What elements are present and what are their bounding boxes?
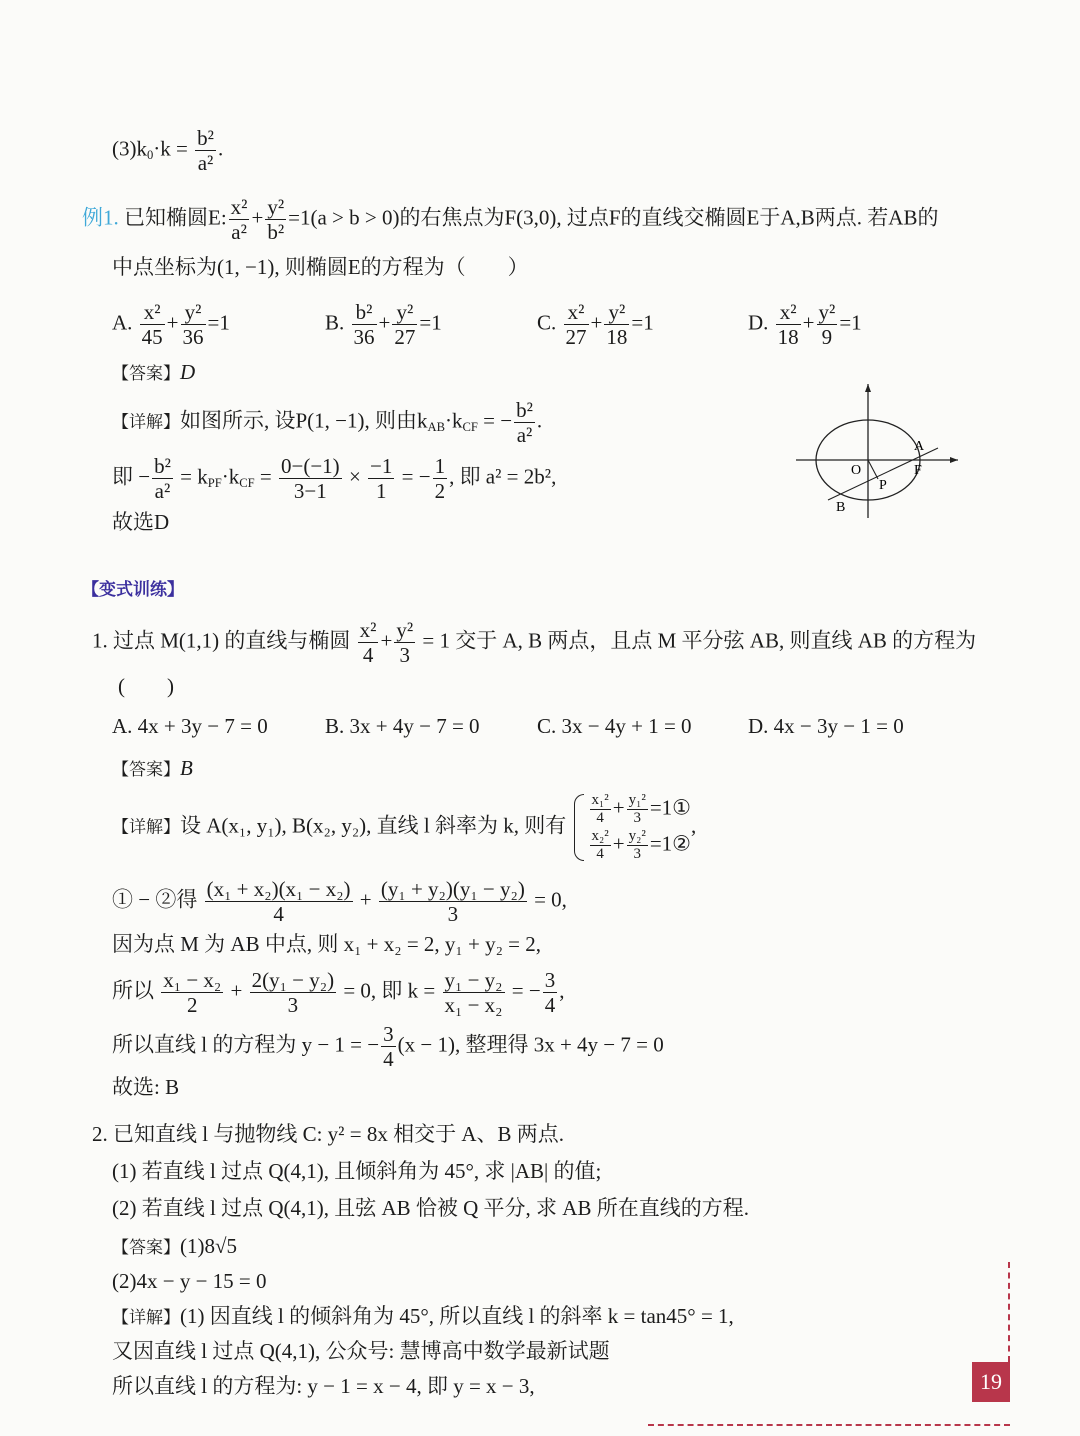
q1-conclusion: 故选: B (112, 1075, 180, 1099)
q1-answer: 【答案】B (112, 756, 193, 780)
q1-option-d: D. 4x − 3y − 1 = 0 (748, 714, 904, 738)
example1-option-a: A. $\frac{\text{x²}}{45}$ + $\frac{\text{y²}}{36}$ =1 (112, 300, 230, 350)
example-label: 例1. (82, 205, 119, 230)
diagram-label-b: B (836, 500, 846, 515)
q2-line1: 2. 已知直线 l 与抛物线 C: y² = 8x 相交于 A、B 两点. (92, 1122, 564, 1146)
diagram-label-f: F (914, 463, 922, 478)
q1-detail-3: 因为点 M 为 AB 中点, 则 x₁ + x₂ = 2, y₁ + y₂ = 2, (112, 932, 542, 956)
ellipse-diagram (790, 378, 965, 520)
example1-option-c: C. $\frac{\text{x²}}{27}$ + $\frac{\text{y²}}{18}$ =1 (537, 300, 654, 350)
diagram-label-o: O (851, 463, 862, 478)
example1-line1: 例1. 已知椭圆E: $\frac{\text{x²}}{\text{a²}}$ + $\frac{\text{y²}}{\text{b²}}$ =1(a > b > 0)的右焦点为F(3,0), 过点F的直线交椭圆E于A,B两点. 若AB的 (82, 195, 939, 245)
page-border-vertical (1008, 1262, 1010, 1362)
diagram-label-a: A (914, 439, 925, 454)
example1-detail-2: 即 − $\frac{\text{b²}}{\text{a²}}$ = $k_{PF}\cdot k_{CF}$ = $\frac{0-(-1)}{3-1}$ × $\frac{-1}{1}$ = − $\frac{1}{2}$ , 即 a² = 2b², (112, 454, 557, 504)
q1-option-a: A. 4x + 3y − 7 = 0 (112, 714, 268, 738)
q2-part1: (1) 若直线 l 过点 Q(4,1), 且倾斜角为 45°, 求 |AB| 的值; (112, 1159, 602, 1183)
q1-option-c: C. 3x − 4y + 1 = 0 (537, 714, 692, 738)
example1-detail-1: 【详解】如图所示, 设P(1, −1), 则由$k_{AB}\cdot k_{CF}$ = − $\frac{\text{b²}}{\text{a²}}$ . (112, 398, 543, 448)
q2-detail-1: 【详解】(1) 因直线 l 的倾斜角为 45°, 所以直线 l 的斜率 k = tan45° = 1, (112, 1304, 734, 1328)
example1-option-d: D. $\frac{\text{x²}}{18}$ + $\frac{\text{y²}}{9}$ =1 (748, 300, 862, 350)
q1-detail-5: 所以直线 l 的方程为 y − 1 = − $\frac{3}{4}$ (x − 1), 整理得 3x + 4y − 7 = 0 (112, 1022, 664, 1072)
page-border-horizontal (648, 1424, 1010, 1426)
q1-detail-4: 所以 $\frac{\text{x₁ − x₂}}{2}$ + $\frac{\text{2(y₁ − y₂)}}{3}$ = 0, 即 k = $\frac{\text{y₁ − y₂}}{\text{x₁ − x₂}}$ = − $\frac{3}{4}$ , (112, 968, 565, 1018)
q2-part2: (2) 若直线 l 过点 Q(4,1), 且弦 AB 恰被 Q 平分, 求 AB 所在直线的方程. (112, 1196, 749, 1220)
example1-line2: 中点坐标为(1, −1), 则椭圆E的方程为（ ） (112, 255, 529, 279)
q1-detail-2: ① − ②得 $\frac{\text{(x₁ + x₂)(x₁ − x₂)}}{4}$ + $\frac{\text{(y₁ + y₂)(y₁ − y₂)}}{3}$ = 0, (112, 877, 567, 927)
page-number: 19 (972, 1362, 1010, 1402)
q2-answer-2: (2)4x − y − 15 = 0 (112, 1269, 267, 1293)
q2-detail-2: 又因直线 l 过点 Q(4,1), 公众号: 慧博高中数学最新试题 (112, 1339, 610, 1363)
q1-line1: 1. 过点 M(1,1) 的直线与椭圆 $\frac{\text{x²}}{4}$ + $\frac{\text{y²}}{3}$ = 1 交于 A, B 两点，且点 M 平分弦 AB, 则直线 AB 的方程为 (92, 618, 977, 668)
variant-header: 【变式训练】 (82, 580, 184, 600)
equation-system: $\frac{\text{x₁²}}{4}$ + $\frac{\text{y₁²}}{3}$ =1① $\frac{\text{x₂²}}{4}$ + $\frac{\text{y₂²}}{3}$ =1② (572, 792, 691, 863)
q2-answer-1: 【答案】(1)8√5 (112, 1234, 238, 1258)
example1-conclusion: 故选D (112, 510, 170, 534)
example1-answer: 【答案】D (112, 360, 196, 384)
q1-paren: ( ) (118, 674, 174, 698)
diagram-label-p: P (879, 478, 887, 493)
q1-detail-1: 【详解】设 A(x₁, y₁), B(x₂, y₂), 直线 l 斜率为 k, 则有 $\frac{\text{x₁²}}{4}$ + $\frac{\text{y₁²}}{3}$ =1① $\frac{\text{x₂²}}{4}$ + $\frac{\text{y₂²}}{3}$ =1② , (112, 792, 697, 862)
formula-3: $(3)k_0\cdot k$ = $\frac{\text{b²}}{\text{a²}}$ . (112, 126, 224, 176)
example1-option-b: B. $\frac{\text{b²}}{36}$ + $\frac{\text{y²}}{27}$ =1 (325, 300, 442, 350)
q2-detail-3: 所以直线 l 的方程为: y − 1 = x − 4, 即 y = x − 3, (112, 1374, 535, 1398)
q1-option-b: B. 3x + 4y − 7 = 0 (325, 714, 480, 738)
